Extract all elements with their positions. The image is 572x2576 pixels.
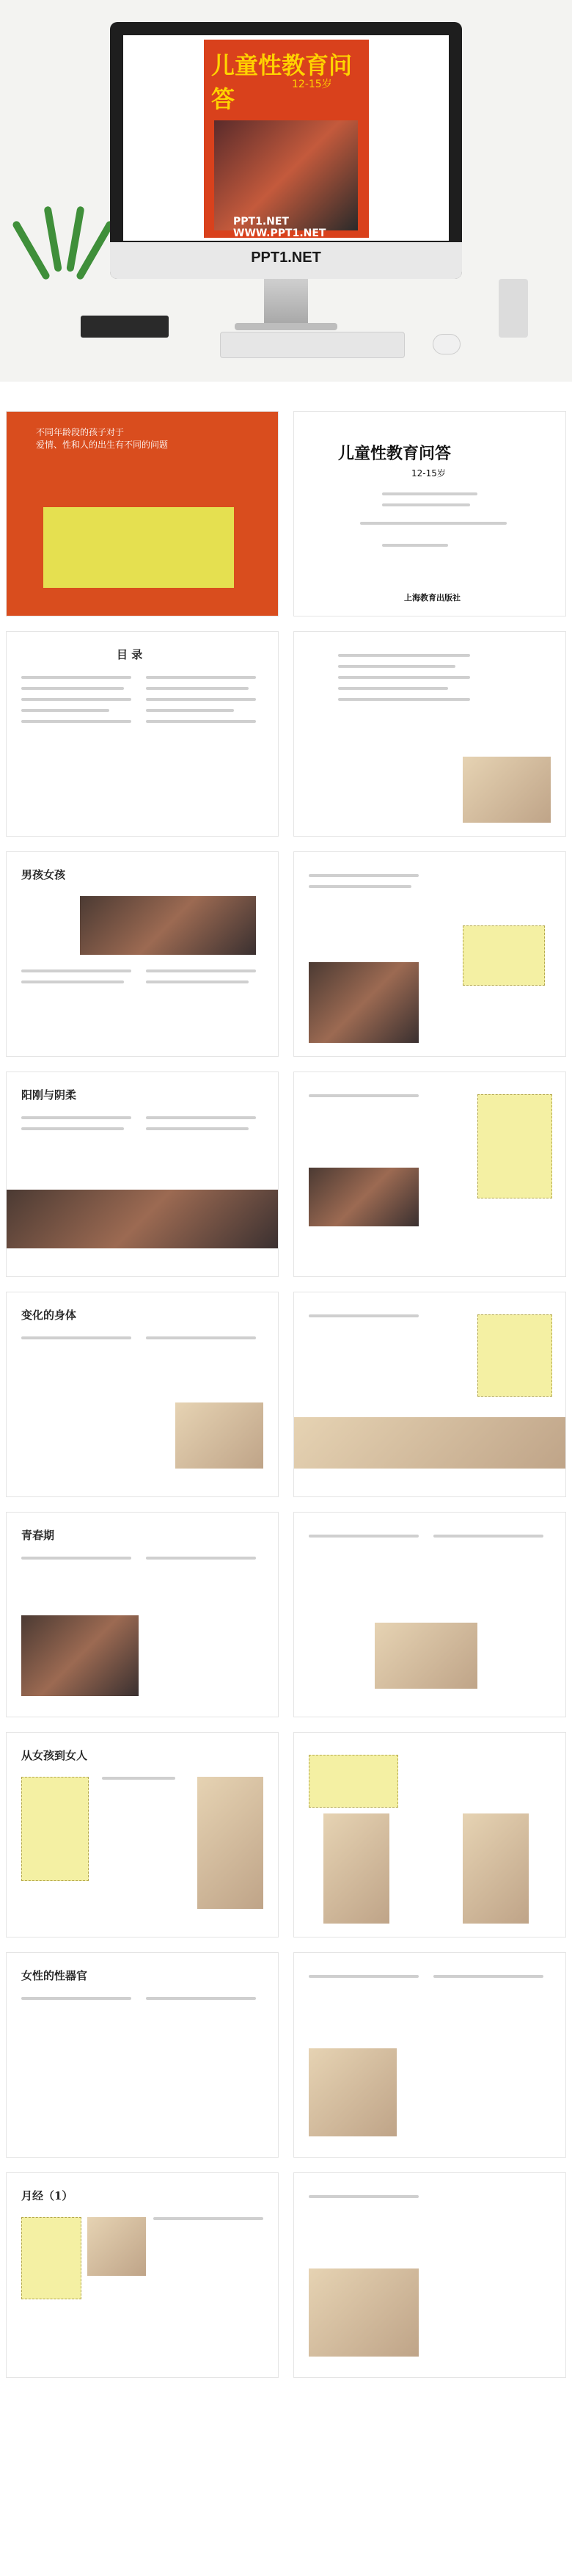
spread-boys-girls: [0, 851, 572, 1057]
illustration: [463, 757, 551, 823]
section-title: 月经（1）: [21, 2189, 73, 2202]
figure-illustration: [197, 1777, 263, 1909]
sidebar-box: [463, 925, 545, 986]
puberty-page-2: [293, 1512, 566, 1717]
section-title: 男孩女孩: [21, 868, 66, 881]
notebook: [81, 316, 169, 338]
monitor: [110, 22, 462, 279]
female-organs-page-2: [293, 1952, 566, 2158]
changing-body-page: [6, 1292, 279, 1497]
illustration: [309, 2268, 419, 2357]
puberty-page: [6, 1512, 279, 1717]
sidebar-box: [309, 1755, 398, 1808]
sidebar-box: [21, 1777, 89, 1881]
book-title: 儿童性教育问答: [211, 51, 353, 113]
publisher: 上海教育出版社: [404, 593, 461, 603]
figure-illustration: [323, 1813, 389, 1924]
back-cover: [6, 411, 279, 616]
section-title: 从女孩到女人: [21, 1749, 88, 1762]
boys-girls-page: [6, 851, 279, 1057]
spread-girl-to-woman: [0, 1732, 572, 1938]
spread-female-organs: [0, 1952, 572, 2158]
spread-changing-body: [0, 1292, 572, 1497]
girl-to-woman-page: [6, 1732, 279, 1938]
spread-covers: [0, 411, 572, 616]
title-page-age: 12-15岁: [411, 468, 446, 479]
menstruation-page: [6, 2172, 279, 2378]
book-cover: [204, 40, 369, 238]
spread-menstruation: [0, 2172, 572, 2378]
monitor-base: [235, 323, 337, 330]
potted-plant: [22, 183, 95, 308]
masculine-feminine-page-2: [293, 1071, 566, 1277]
watermark: PPT1.NET WWW.PPT1.NET: [233, 216, 326, 239]
back-cover-line: 爱情、性和人的出生有不同的问题: [36, 439, 169, 450]
sidebar-box: [477, 1314, 552, 1397]
illustration: [309, 2048, 397, 2136]
book-age: 12-15岁: [292, 79, 332, 90]
contents-page-2: [293, 631, 566, 837]
spread-puberty: [0, 1512, 572, 1717]
section-title: 目 录: [117, 648, 143, 661]
menstruation-page-2: [293, 2172, 566, 2378]
hero-mockup: [0, 0, 572, 382]
monitor-stand: [264, 279, 308, 323]
changing-body-page-2: [293, 1292, 566, 1497]
sculpture-photo: [375, 1623, 477, 1689]
back-cover-box: [43, 507, 234, 588]
section-title: 阳刚与阴柔: [21, 1088, 77, 1102]
monitor-chin: [110, 242, 462, 279]
masculine-feminine-page: [6, 1071, 279, 1277]
mouse: [433, 334, 461, 354]
cup: [499, 279, 528, 338]
back-cover-line: 不同年龄段的孩子对于: [36, 427, 125, 437]
title-page-title: 儿童性教育问答: [338, 444, 452, 463]
spread-contents: [0, 631, 572, 837]
illustration: [175, 1402, 263, 1469]
portrait-photo: [21, 1615, 139, 1696]
female-organs-page: [6, 1952, 279, 2158]
keyboard: [220, 332, 405, 358]
figure-illustration: [463, 1813, 529, 1924]
beach-photo: [294, 1417, 566, 1469]
photo: [309, 962, 419, 1043]
group-photo: [80, 896, 256, 955]
cover-photo: [214, 120, 358, 230]
girl-to-woman-page-2: [293, 1732, 566, 1938]
sidebar-box: [21, 2217, 81, 2299]
boys-girls-page-2: [293, 851, 566, 1057]
diagram: [87, 2217, 146, 2276]
section-title: 女性的性器官: [21, 1969, 88, 1982]
monitor-screen: [123, 35, 449, 241]
sidebar-box: [477, 1094, 552, 1198]
portrait-strip: [7, 1190, 279, 1248]
brand-label: PPT1.NET: [251, 250, 321, 266]
back-cover-text: [36, 426, 256, 451]
section-title: 青春期: [21, 1529, 55, 1542]
contents-page: [6, 631, 279, 837]
photo: [309, 1168, 419, 1226]
spread-masculine-feminine: [0, 1071, 572, 1277]
section-title: 变化的身体: [21, 1309, 77, 1322]
title-page: [293, 411, 566, 616]
